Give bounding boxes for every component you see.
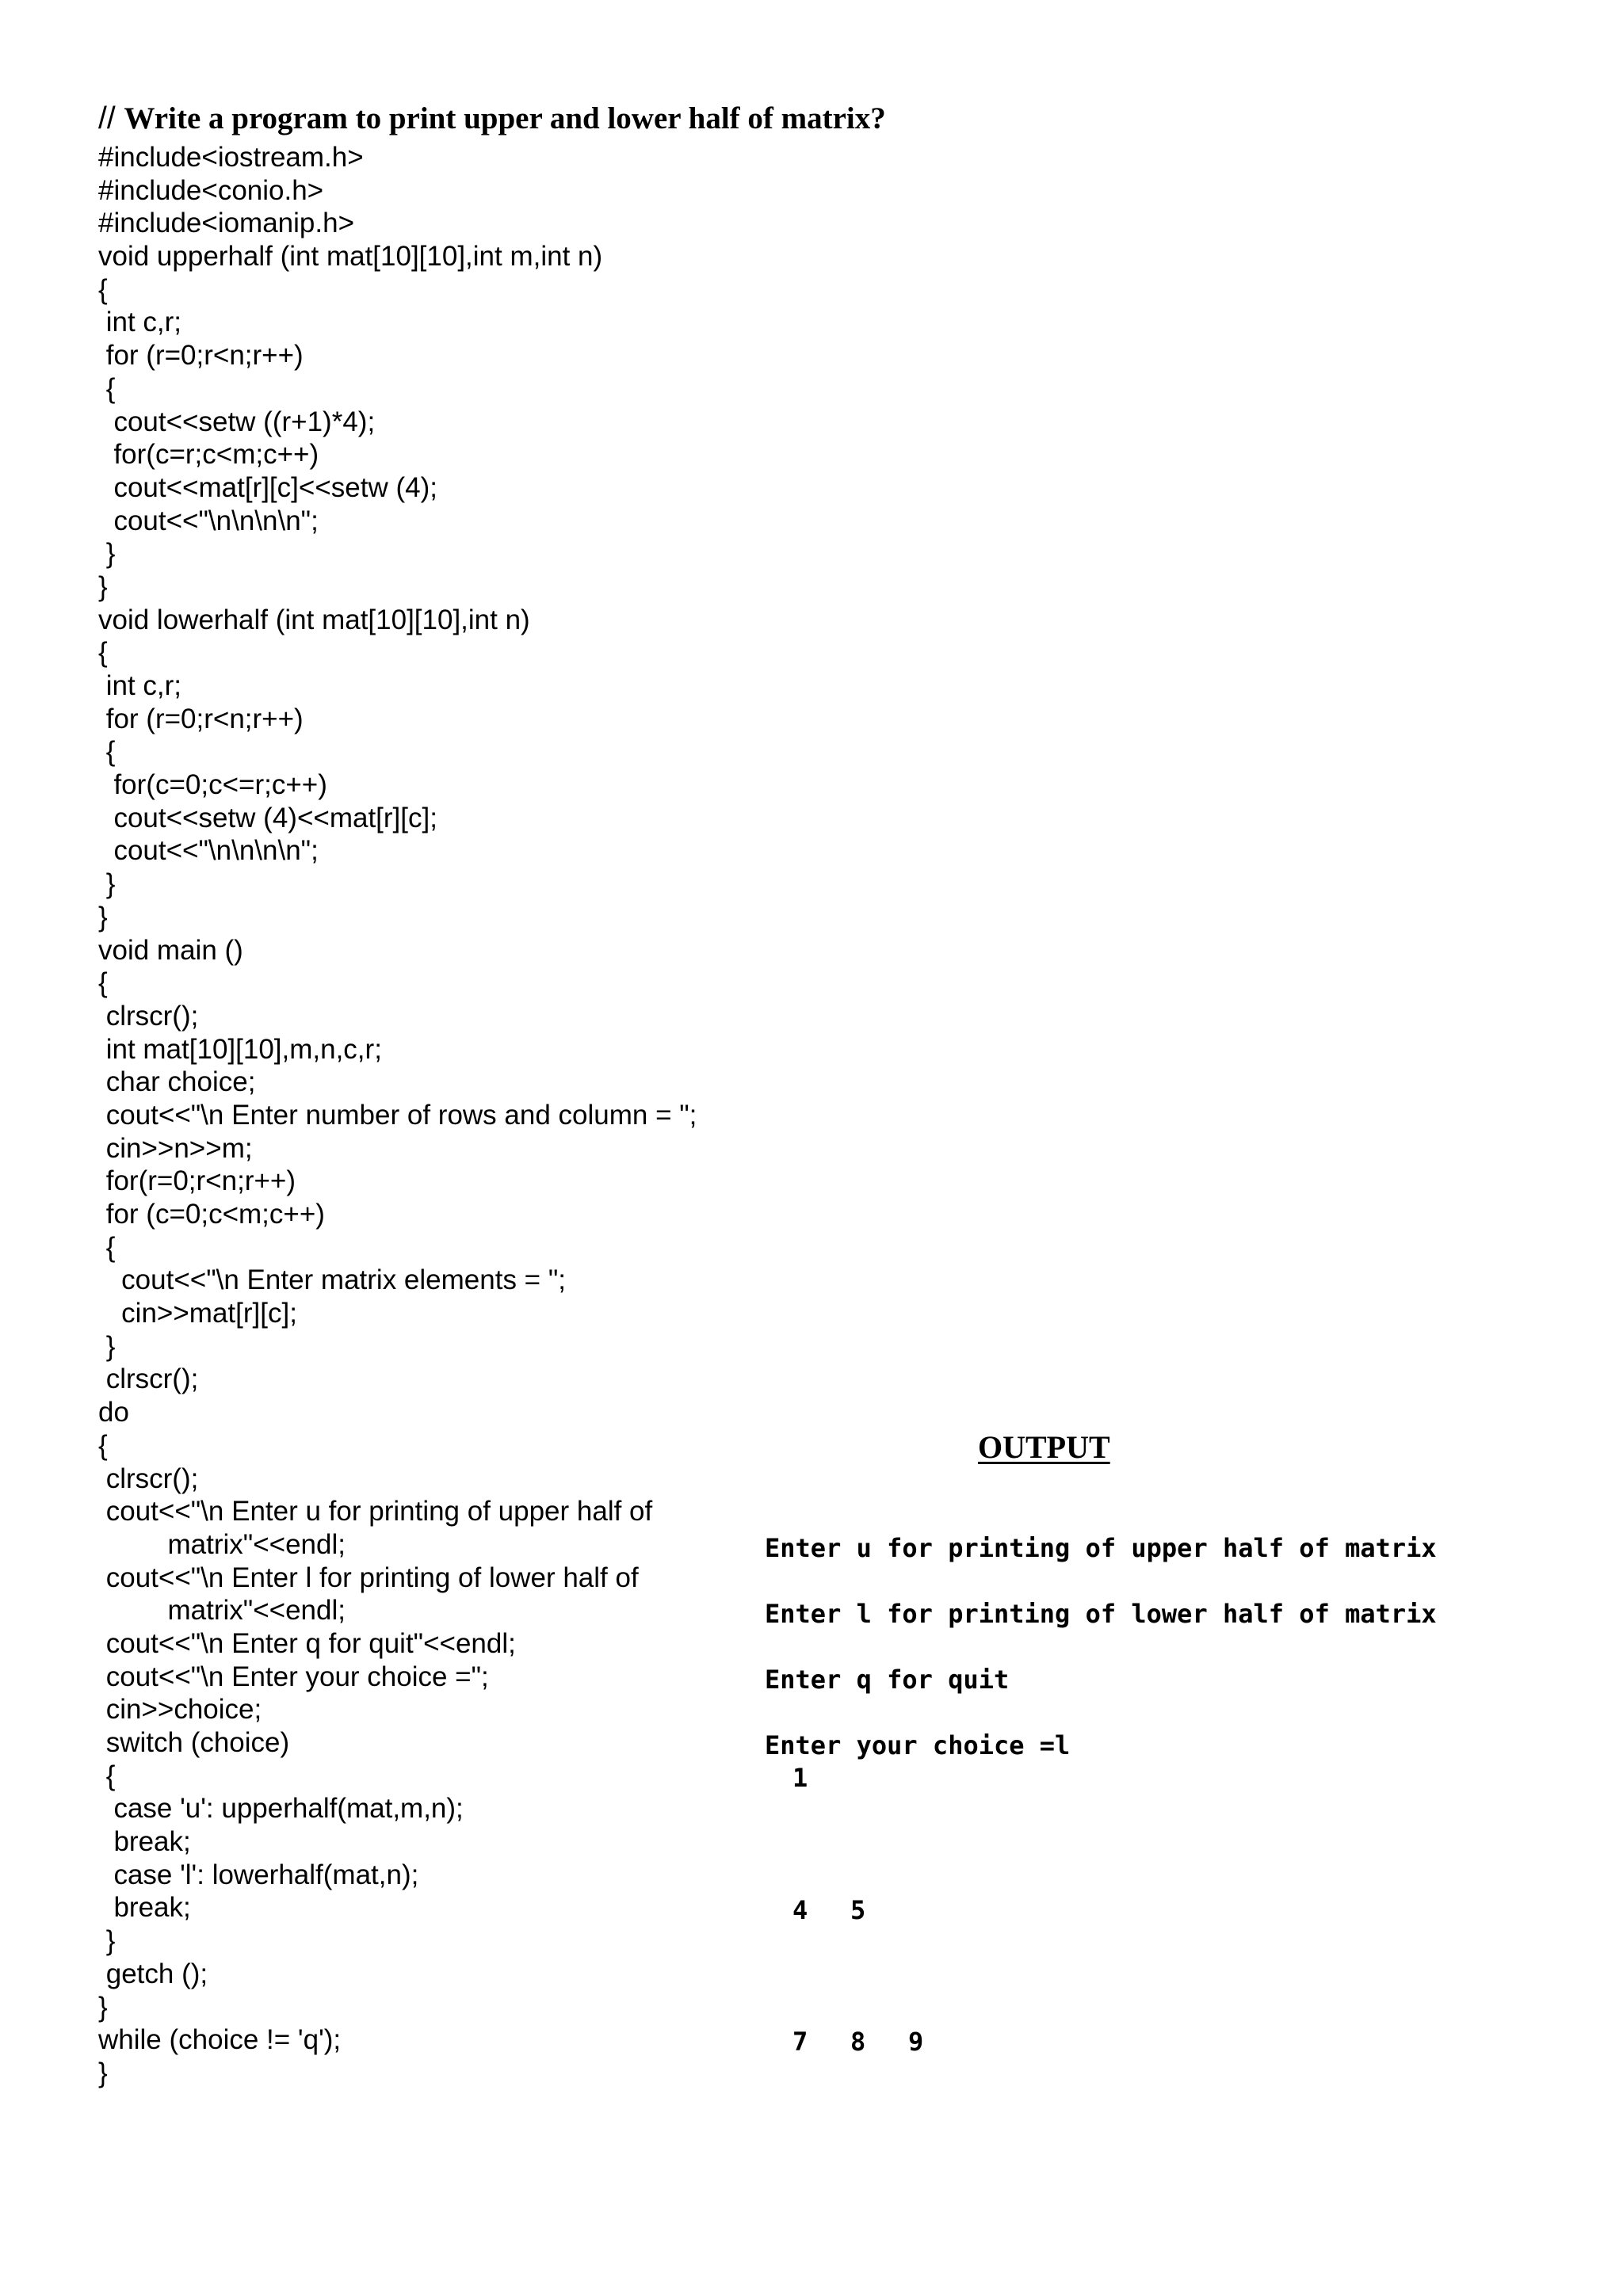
code-line: #include<conio.h> — [98, 174, 324, 206]
console-prompt-choice: Enter your choice =l — [765, 1730, 1071, 1760]
code-line: getch (); — [98, 1958, 208, 1989]
code-line: char choice; — [98, 1066, 256, 1098]
matrix-cell: 1 — [792, 1763, 808, 1793]
code-line: cin>>choice; — [98, 1694, 262, 1726]
code-line: cout<<"\n Enter q for quit"<<endl; — [98, 1627, 516, 1659]
title-text: Write a program to print upper and lower half of matrix? — [124, 101, 886, 135]
code-line: } — [98, 2057, 108, 2088]
document-title — [98, 97, 886, 141]
matrix-cell: 9 — [908, 2027, 924, 2057]
console-prompt-quit: Enter q for quit — [765, 1665, 1010, 1695]
code-line: } — [98, 570, 108, 602]
console-prompt-upper: Enter u for printing of upper half of matrix — [765, 1533, 1437, 1563]
matrix-cell: 8 — [850, 2027, 866, 2057]
code-line: cout<<"\n Enter number of rows and column = "; — [98, 1099, 697, 1131]
code-line: { — [98, 1231, 116, 1263]
code-line: case 'u': upperhalf(mat,m,n); — [98, 1793, 464, 1825]
code-line: break; — [98, 1892, 191, 1924]
code-line: int c,r; — [98, 307, 182, 338]
code-line: cout<<setw (4)<<mat[r][c]; — [98, 802, 437, 833]
code-line: #include<iomanip.h> — [98, 208, 355, 239]
code-line: { — [98, 273, 108, 305]
code-line: switch (choice) — [98, 1727, 290, 1758]
code-line: cout<<"\n Enter u for printing of upper half of — [98, 1496, 653, 1527]
code-line: cout<<"\n\n\n\n"; — [98, 505, 319, 536]
code-line: cout<<"\n Enter matrix elements = "; — [98, 1264, 566, 1296]
console-prompt-lower: Enter l for printing of lower half of matrix — [765, 1599, 1437, 1629]
code-line: clrscr(); — [98, 1000, 199, 1032]
code-line: for (c=0;c<m;c++) — [98, 1199, 325, 1230]
matrix-cell: 4 — [792, 1895, 808, 1925]
code-line: } — [98, 868, 116, 900]
code-line: do — [98, 1397, 129, 1428]
code-line: cout<<setw ((r+1)*4); — [98, 406, 376, 437]
matrix-row-2 — [792, 1893, 908, 1928]
comment-prefix: // — [98, 101, 124, 135]
matrix-cell: 5 — [850, 1895, 866, 1925]
code-line: } — [98, 901, 108, 933]
code-line: for (r=0;r<n;r++) — [98, 340, 304, 372]
code-line: cin>>n>>m; — [98, 1132, 253, 1164]
code-line: matrix"<<endl; — [98, 1595, 346, 1627]
code-line: { — [98, 372, 116, 404]
matrix-row-3 — [792, 2024, 966, 2059]
code-line: { — [98, 637, 108, 669]
code-line: for(c=r;c<m;c++) — [98, 439, 319, 471]
matrix-cell: 7 — [792, 2027, 808, 2057]
code-line: cin>>mat[r][c]; — [98, 1298, 297, 1329]
code-line: break; — [98, 1826, 191, 1858]
code-line: void lowerhalf (int mat[10][10],int n) — [98, 604, 530, 635]
code-line: cout<<mat[r][c]<<setw (4); — [98, 471, 437, 503]
code-line: clrscr(); — [98, 1463, 199, 1494]
source-code-block — [98, 141, 697, 2090]
code-line: void main () — [98, 934, 243, 966]
code-line: for (r=0;r<n;r++) — [98, 703, 304, 734]
code-line: matrix"<<endl; — [98, 1528, 346, 1560]
code-line: for(c=0;c<=r;c++) — [98, 769, 327, 801]
code-line: int c,r; — [98, 670, 182, 701]
code-line: } — [98, 1330, 116, 1362]
code-line: } — [98, 538, 116, 570]
code-line: { — [98, 1760, 116, 1791]
code-line: void upperhalf (int mat[10][10],int m,int n) — [98, 241, 603, 273]
code-line: int mat[10][10],m,n,c,r; — [98, 1033, 382, 1065]
matrix-row-1 — [792, 1760, 850, 1795]
code-line: cout<<"\n Enter l for printing of lower half of — [98, 1562, 639, 1593]
code-line: { — [98, 736, 116, 768]
code-line: while (choice != 'q'); — [98, 2024, 342, 2056]
code-line: { — [98, 967, 108, 999]
code-line: clrscr(); — [98, 1363, 199, 1395]
output-heading: OUTPUT — [978, 1429, 1110, 1465]
code-line: } — [98, 1925, 116, 1957]
code-line: #include<iostream.h> — [98, 142, 364, 173]
code-line: cout<<"\n\n\n\n"; — [98, 835, 319, 867]
code-line: for(r=0;r<n;r++) — [98, 1165, 296, 1197]
code-line: case 'l': lowerhalf(mat,n); — [98, 1859, 419, 1890]
code-line: cout<<"\n Enter your choice ="; — [98, 1661, 489, 1692]
code-line: { — [98, 1429, 108, 1461]
code-line: } — [98, 1991, 108, 2023]
